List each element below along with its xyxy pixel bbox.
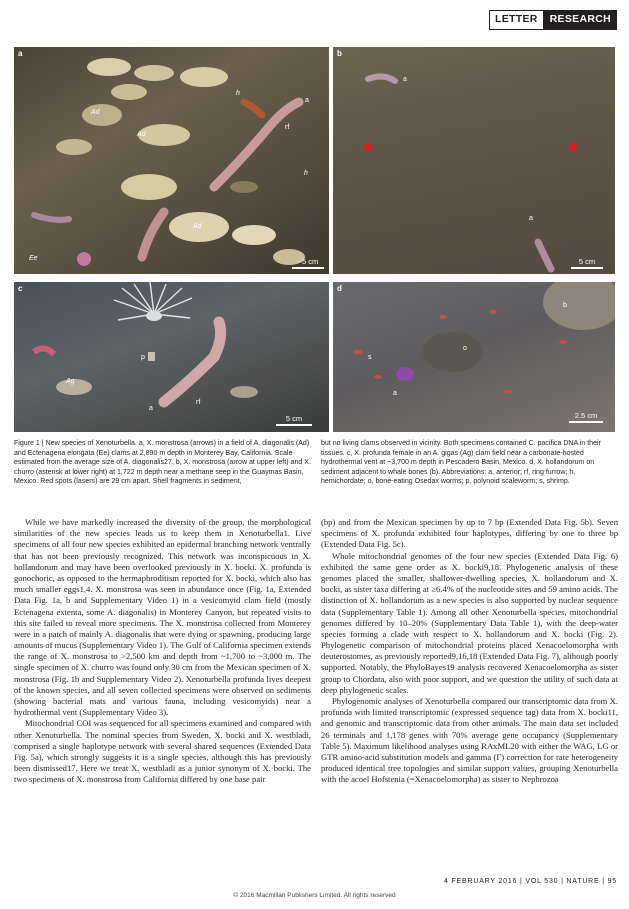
ann-c-rf: rf [196,399,201,406]
ann-d-o: o [463,345,467,352]
page-footer: 4 FEBRUARY 2016 | VOL 530 | NATURE | 95 [444,878,617,885]
paragraph: Whole mitochondrial genomes of the four new species (Extended Data Fig. 6) exhibited the same gene order as X. bocki9,18. Phylogenetic analysis of these genomes placed the smaller, shallower-dwelling species, X. hollandorum and X. bocki, as sister taxa differing at ≥6.4% of the nucleotide sites and 59 amino acids. The distinction of X. hollandorum as a new species is also supported by nuclear sequence data (Supplementary Table 1). Among all other Xenoturbella species, mitochondrial genomes differed by 10–20% (Supplementary Data Table 1), with the deep-water species forming a clade with respect to X. hollandorum and X. bocki (Fig. 2). Phylogenetic comparison of mitochondrial proteins placed Xenacoelomorpha with deuterostomes, as previously reported9,16,18 (Extended Data Fig. 7), although poorly supported. Notably, the PhyloBayes19 analysis recovered Xenacoelomorpha as sister group to Chordata, also with poor support, and we question the utility of such data at deep phylogenetic scales. [321,550,618,695]
paragraph: Mitochondrial COI was sequenced for all specimens examined and compared with other Xenoturbella. The nominal species from Sweden, X. bocki and X. westbladi, comprised a single haplotype network with several shared sequences (Extended Data Fig. 5a), which strongly suggests it is a single species, although this has previously been dismissed17. Here we treat X. westbladi as a junior synonym of X. bocki. The two specimens of X. monstrosa from California differed by one base pair [14,718,311,785]
ann-h-2: h [304,170,308,177]
panel-c-illustration [14,282,329,432]
ann-rf: rf [285,124,290,131]
scale-label-b: 5 cm [578,257,596,266]
ann-a: a [305,97,309,104]
scale-bar-b [571,257,603,269]
ann-d-a: a [393,390,397,397]
scale-bar-a [292,257,324,269]
copyright-notice: © 2016 Macmillan Publishers Limited. All rights reserved [233,892,396,899]
body-column-left [14,517,311,786]
caption-right: but no living clams observed in vicinity. Both specimens contained C. pacifica DNA in their tissues. c, X. profunda female in an A. gigas (Ag) clam field near a carbonate-hosted hydrothermal vent at ~3,700 m depth in Pescadero Basin, Mexico. d, X. hollandorum on sediment adjacent to whale bones (b). Abbreviations: a, anterior; rf, ring furrow; h, hemichordate; o, bone-eating Osedax worms; p, polynoid scaleworm; s, shrimp. [321,440,601,486]
paragraph: (bp) and from the Mexican specimen by up to 7 bp (Extended Data Fig. 5b). Seven specimens of X. profunda exhibited four haplotypes, differing by one to three bp (Extended Data Fig. 5c). [321,517,618,550]
paragraph: Phylogenomic analyses of Xenoturbella compared our transcriptomic data from X. profunda with limited transcriptomic (expressed sequence tag) data from X. bocki11, and genomic and transcriptomic data from other animals. The main data set included 26 terminals and 1,178 genes with 70% average gene occupancy (Supplementary Table 5). Maximum likelihood analyses using RAxML20 with either the WAG, LG or GTR amino-acid substitution models and gamma (Γ) correction for rate heterogeneity produced identical tree topologies and similar support values, grouping Xenoturbella with the acoel Hofstenia (=Xenacoelomorpha) as sister to Nephrozoa [321,696,618,785]
panel-d-illustration [333,282,615,432]
ann-c-a: a [149,405,153,412]
article-body [14,517,618,786]
ann-ad-3: Ad [193,223,202,230]
scale-label-a: ~5 cm [297,257,319,266]
paragraph: While we have markedly increased the diversity of the group, the morphological similarities of the new species leads us to keep them in Xenoturbella1. Live specimens of all four new species exhibited an epidermal branching network ventrally that has not been previously recognized. This network was inconspicuous in X. hollandorum and may have been overlooked previously in X. bocki. X. profunda is gonochoric, as opposed to the hermaphroditism reported for X. bocki, which also has much smaller eggs1,4. X. monstrosa was seen in abundance once (Fig. 1a, Extended Data Fig. 1a, b and Supplementary Video 1) in a vesicomyid clam field (mostly Ectenagena extenta, some A. diagonalis) in Monterey Canyon, but repeated visits to this site failed to reveal more specimens. The X. monstrosa collected from Monterey were in a patch of mainly A. diagonalis that were dying or spawning, producing large amounts of mucus (Supplementary Video 1). The Gulf of California specimen extends the range of X. monstrosa to >2,500 km and depth from ~1,700 to ~3,000 m. The single specimen of X. churro was found only 30 cm from the Mexican specimen of X. monstrosa (Fig. 1b and Supplementary Video 2). Xenoturbella profunda lives deepest of the known species, and all seven collected specimens were observed on sediments (showing bacterial mats and various fauna, including vesicomyids) near a hydrothermal vent (Supplementary Video 3). [14,517,311,718]
figure-caption [14,439,618,487]
figure-panel-a [14,47,329,274]
panel-a-illustration [14,47,329,274]
ann-ad-1: Ad [91,109,100,116]
scale-label-c: 5 cm [285,414,303,423]
ann-h-1: h [236,90,240,97]
scale-bar-d [569,411,603,423]
panel-d-label: d [337,284,342,293]
ann-ee: Ee [29,255,38,262]
ann-d-b: b [563,302,567,309]
ann-b-a-1: a [403,76,407,83]
ann-b-a-2: a [529,215,533,222]
ann-ad-2: Ad [137,131,146,138]
body-column-right [321,517,618,786]
caption-left: Figure 1 | New species of Xenoturbella. a, X. monstrosa (arrows) in a field of A. diagonalis (Ad) and Ectenagena elongata (Ee) clams at 2,890 m depth in Monterey Bay, California. Scale estimated from the average size of A. diagonalis27. b, X. monstrosa (arrow at upper left) and X. churro (asterisk at lower right) at 1,722 m depth near a methane seep in the Guaymas Basin, Mexico. Red spots (lasers) are 29 cm apart. Shell fragments in sediment, [14,440,311,486]
ann-d-s: s [368,354,372,361]
ann-ag: Ag [66,378,75,385]
research-label: RESEARCH [544,10,617,30]
section-header [489,10,617,30]
panel-b-illustration [333,47,615,274]
figure-panel-c [14,282,329,432]
panel-a-label: a [18,49,23,58]
scale-bar-c [276,414,312,426]
panel-c-label: c [18,284,23,293]
panel-b-label: b [337,49,342,58]
ann-p: p [141,354,145,361]
letter-label: LETTER [489,10,544,30]
figure-panel-b [333,47,615,274]
figure-panel-d [333,282,615,432]
scale-label-d: 2.5 cm [574,411,598,420]
